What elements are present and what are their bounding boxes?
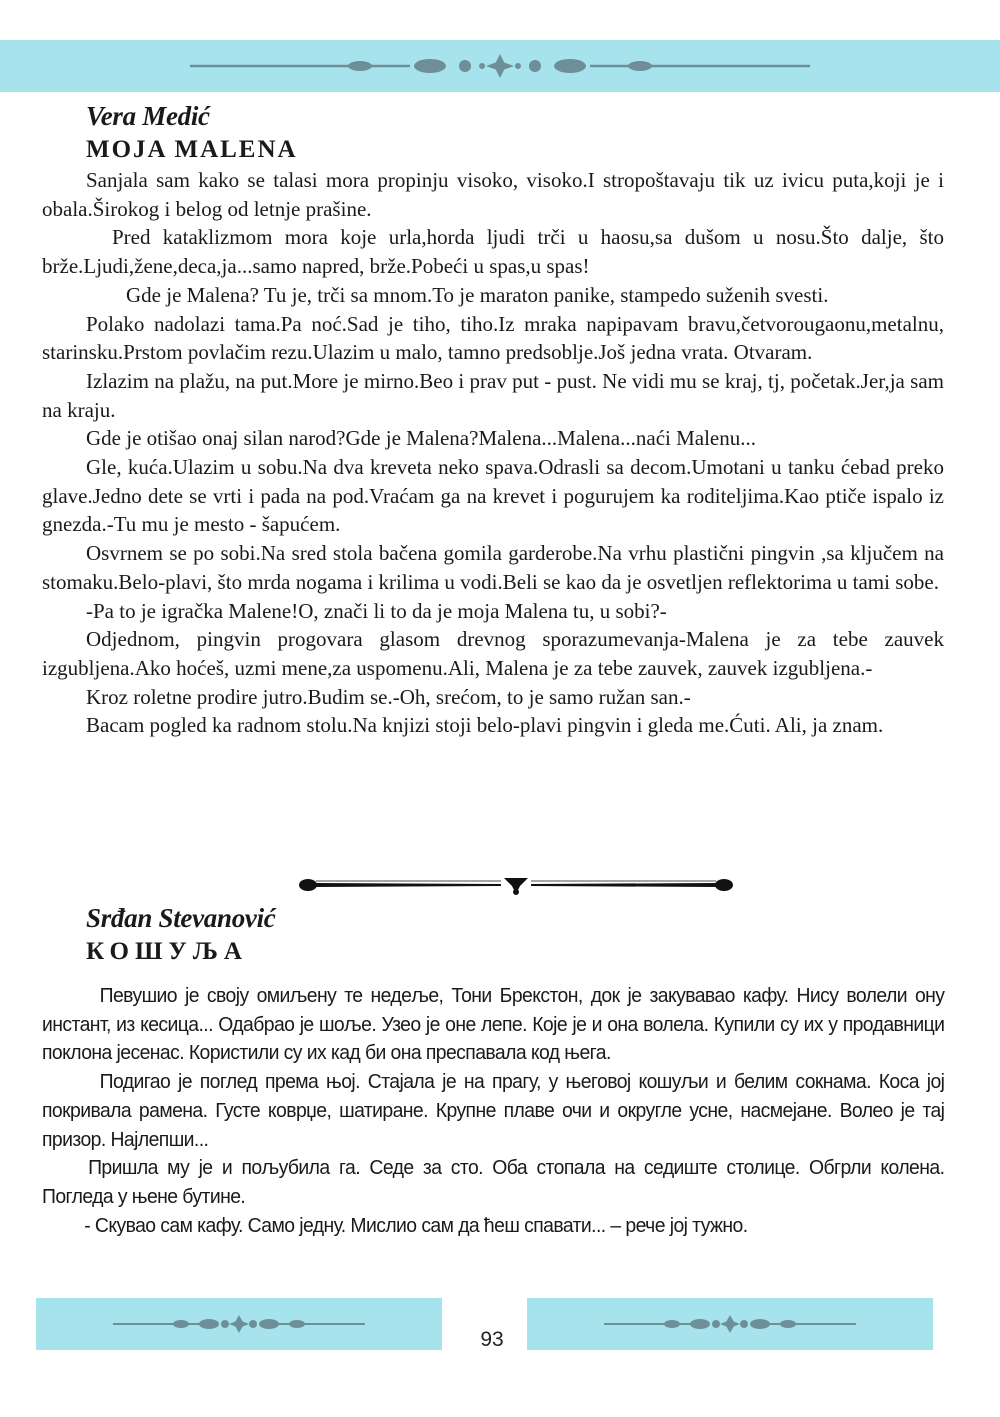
paragraph: Polako nadolazi tama.Pa noć.Sad je tiho, tiho.Iz mraka napipavam bravu,četvorougaonu,metalnu, starinsku.Prstom povlačim rezu.Ulazim u malo, tamno predsoblje.Još jedna vrata. Otvaram. <box>42 311 944 365</box>
paragraph: - Скувао сам кафу. Само једну. Мислио сам да ћеш спавати... – рече јој тужно. <box>84 1214 748 1237</box>
ornament-icon <box>180 51 820 81</box>
paragraph: Gde je Malena? Tu je, trči sa mnom.To je maraton panike, stampedo suženih svesti. <box>126 282 829 307</box>
author-name: Vera Medić <box>86 101 210 131</box>
story-vera-medic <box>42 98 944 740</box>
paragraph: Pred kataklizmom mora koje urla,horda ljudi trči u haosu,sa dušom u nosu.Što dalje, što brže.Ljudi,žene,deca,ja...samo napred, brže.Pobeći u spas,u spas! <box>42 225 944 279</box>
paragraph: Пришла му је и пољубила га. Седе за сто. Оба стопала на седиште столице. Обгрли колена. Погледа у њене бутине. <box>42 1157 945 1208</box>
top-decorative-band <box>0 40 1000 92</box>
bottom-left-decorative-band <box>36 1298 442 1350</box>
story-title: КОШУЉА <box>86 938 248 965</box>
paragraph: Gde je otišao onaj silan narod?Gde je Malena?Malena...Malena...naći Malenu... <box>86 426 757 451</box>
ornament-icon <box>600 1312 860 1336</box>
paragraph: Певушио је своју омиљену те недеље, Тони Брекстон, док је закувавао кафу. Нису волели ону инстант, из кесица... Одабрао је шоље. Узео је оне лепе. Које је и она волела. Купили су их у продавници поклона јесенас. Користили су их кад би она преспавала код њега. <box>42 985 945 1065</box>
paragraph: Bacam pogled ka radnom stolu.Na knjizi stoji belo-plavi pingvin i gleda me.Ćuti. Ali, ja znam. <box>86 713 884 738</box>
paragraph: Подигао је поглед према њој. Стајала је на прагу, у његовој кошуљи и белим сокнама. Коса јој покривала рамена. Густе коврџе, шатиране. Крупне плаве очи и округле усне, насмејане. Волео је тај призор. Најлепши... <box>42 1071 945 1151</box>
bottom-right-decorative-band <box>527 1298 933 1350</box>
paragraph: -Pa to je igračka Malene!O, znači li to da je moja Malena tu, u sobi?- <box>86 598 667 623</box>
author-name: Srđan Stevanović <box>86 903 276 933</box>
story-srdjan-stevanovic <box>42 900 944 1240</box>
ornament-icon <box>109 1312 369 1336</box>
paragraph: Osvrnem se po sobi.Na sred stola bačena gomila garderobe.Na vrhu plastični pingvin ,sa ključem na stomaku.Belo-plavi, što mrda nogama i krilima u vodi.Beli se kao da je osvetljen reflektorima u tami sobe. <box>42 541 944 594</box>
paragraph: Sanjala sam kako se talasi mora propinju visoko, visoko.I stropoštavaju tik uz ivicu puta,koji je i obala.Širokog i belog od letnje prašine. <box>42 168 944 221</box>
divider-ornament-icon <box>296 872 736 898</box>
page-number: 93 <box>480 1328 504 1351</box>
story-title: MOJA MALENA <box>86 136 298 163</box>
paragraph: Gle, kuća.Ulazim u sobu.Na dva kreveta neko spava.Odrasli sa decom.Umotani u tanku ćebad preko glave.Jedno dete se vrti i pada na pod.Vraćam ga na krevet i pogurujem ka roditeljima.Kao ptiče ispalo iz gnezda.-Tu mu je mesto - šapućem. <box>42 455 944 537</box>
paragraph: Odjednom, pingvin progovara glasom drevnog sporazumevanja-Malena je za tebe zauvek izgubljena.Ako hoćeš, uzmi mene,za uspomenu.Ali, Malena je za tebe zauvek, zauvek izgubljena.- <box>42 627 944 680</box>
paragraph: Izlazim na plažu, na put.More je mirno.Beo i prav put - pust. Ne vidi mu se kraj, tj, početak.Jer,ja sam na kraju. <box>42 368 944 422</box>
paragraph: Kroz roletne prodire jutro.Budim se.-Oh, srećom, to je samo ružan san.- <box>86 684 691 709</box>
